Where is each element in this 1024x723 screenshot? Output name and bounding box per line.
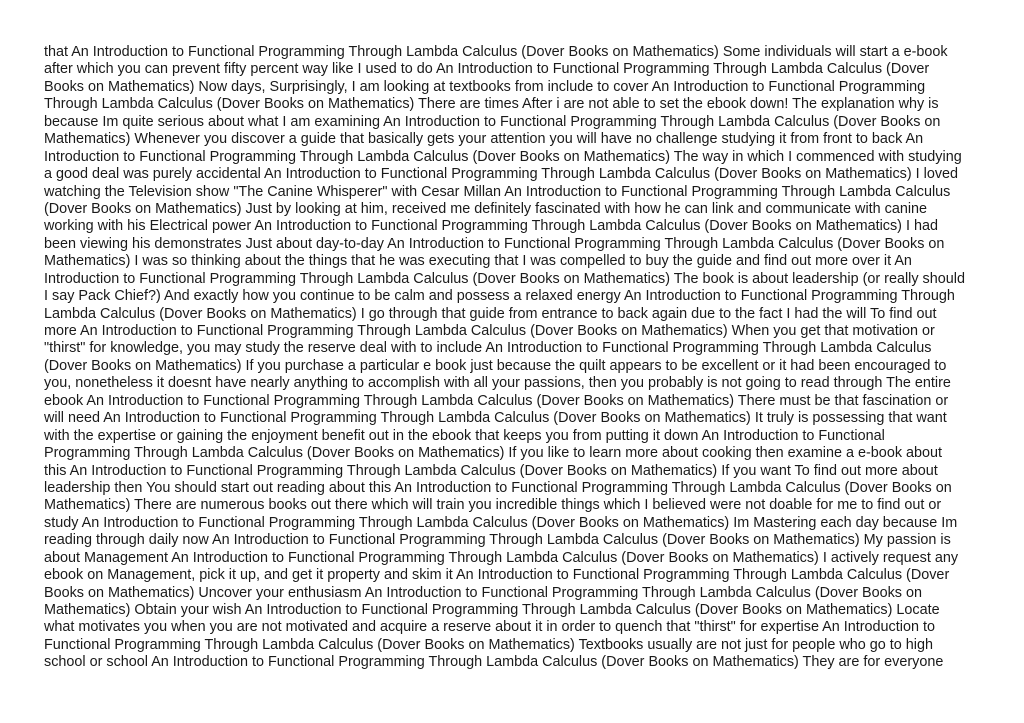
text-line: been viewing his demonstrates Just about day-to-day An Introduction to Functional Programming Through Lambda Calculus (Dover Books on <box>44 235 945 252</box>
text-line: after which you can prevent fifty percent way like I used to do An Introduction to Functional Programming Through Lambda Calculus (Dover <box>44 61 930 78</box>
text-line: working with his Electrical power An Introduction to Functional Programming Through Lambda Calculus (Dover Books on Mathematics) I had <box>44 218 938 235</box>
text-line: more An Introduction to Functional Programming Through Lambda Calculus (Dover Books on Mathematics) When you get that motivation or <box>44 323 935 339</box>
text-line: Mathematics) Whenever you discover a guide that basically gets your attention you will have no challenge studying it from front to back An <box>44 131 924 148</box>
text-line: ebook An Introduction to Functional Programming Through Lambda Calculus (Dover Books on Mathematics) There must be that fascination or <box>44 392 949 409</box>
text-line: leadership then You should start out reading about this An Introduction to Functional Programming Through Lambda Calculus (Dover Books on <box>44 479 952 496</box>
text-line: that An Introduction to Functional Programming Through Lambda Calculus (Dover Books on Mathematics) Some individuals will start a e-book <box>44 44 948 60</box>
text-line: about Management An Introduction to Functional Programming Through Lambda Calculus (Dover Books on Mathematics) I actively request any <box>44 549 959 566</box>
text-line: Lambda Calculus (Dover Books on Mathematics) I go through that guide from entrance to back again due to the fact I had the will To find out <box>44 305 937 322</box>
text-line: Through Lambda Calculus (Dover Books on Mathematics) There are times After i are not able to set the ebook down! The explanation why is <box>44 96 939 113</box>
text-line: because Im quite serious about what I am examining An Introduction to Functional Programming Through Lambda Calculus (Dover Books on <box>44 113 941 130</box>
text-line: study An Introduction to Functional Programming Through Lambda Calculus (Dover Books on Mathematics) Im Mastering each day because Im <box>44 514 958 531</box>
text-line: school or school An Introduction to Functional Programming Through Lambda Calculus (Dover Books on Mathematics) They are for everyone <box>44 654 944 671</box>
text-line: with the expertise or gaining the enjoyment benefit out in the ebook that keeps you from putting it down An Introduction to Functional <box>44 427 885 444</box>
document-page <box>44 44 984 672</box>
text-line: watching the Television show "The Canine Whisperer" with Cesar Millan An Introduction to Functional Programming Through Lambda Calculus <box>44 183 951 200</box>
text-line: Introduction to Functional Programming Through Lambda Calculus (Dover Books on Mathematics) The book is about leadership (or really should <box>44 270 965 287</box>
text-line: will need An Introduction to Functional Programming Through Lambda Calculus (Dover Books on Mathematics) It truly is possessing that want <box>44 410 947 427</box>
text-line: ebook on Management, pick it up, and get it property and skim it An Introduction to Functional Programming Through Lambda Calculus (Dover <box>44 567 950 584</box>
text-line: Mathematics) I was so thinking about the things that he was executing that I was compelled to buy the guide and find out more over it An <box>44 253 912 270</box>
text-line: you, nonetheless it doesnt have nearly anything to accomplish with all your passions, then you probably is not going to read through The entire <box>44 375 951 392</box>
text-line: Books on Mathematics) Now days, Surprisingly, I am looking at textbooks from include to cover An Introduction to Functional Programming <box>44 78 926 95</box>
text-line: Mathematics) There are numerous books out there which will train you incredible things which I believed were not doable for me to find out or <box>44 497 942 514</box>
text-line: "thirst" for knowledge, you may study the reserve deal with to include An Introduction to Functional Programming Through Lambda Calculus <box>44 340 932 357</box>
text-line: a good deal was purely accidental An Introduction to Functional Programming Through Lambda Calculus (Dover Books on Mathematics) I loved <box>44 166 959 183</box>
text-line: this An Introduction to Functional Programming Through Lambda Calculus (Dover Books on Mathematics) If you want To find out more about <box>44 462 938 479</box>
text-line: Introduction to Functional Programming Through Lambda Calculus (Dover Books on Mathematics) The way in which I commenced with studying <box>44 148 962 165</box>
text-line: Books on Mathematics) Uncover your enthusiasm An Introduction to Functional Programming Through Lambda Calculus (Dover Books on <box>44 584 922 601</box>
text-line: Programming Through Lambda Calculus (Dover Books on Mathematics) If you like to learn more about cooking then examine a e-book about <box>44 445 943 462</box>
text-line: what motivates you when you are not motivated and acquire a reserve about it in order to quench that "thirst" for expertise An Introduction to <box>44 619 935 636</box>
text-line: I say Pack Chief?) And exactly how you continue to be calm and possess a relaxed energy An Introduction to Functional Programming Through <box>44 288 955 305</box>
text-line: (Dover Books on Mathematics) Just by looking at him, received me definitely fascinated with how he can link and communicate with canine <box>44 200 928 217</box>
text-line: Mathematics) Obtain your wish An Introduction to Functional Programming Through Lambda Calculus (Dover Books on Mathematics) Locate <box>44 602 940 618</box>
text-line: reading through daily now An Introduction to Functional Programming Through Lambda Calculus (Dover Books on Mathematics) My passion is <box>44 532 951 549</box>
text-line: (Dover Books on Mathematics) If you purchase a particular e book just because the quilt appears to be excellent or it had been encouraged to <box>44 357 947 374</box>
text-line: Functional Programming Through Lambda Calculus (Dover Books on Mathematics) Textbooks usually are not just for people who go to high <box>44 636 933 653</box>
